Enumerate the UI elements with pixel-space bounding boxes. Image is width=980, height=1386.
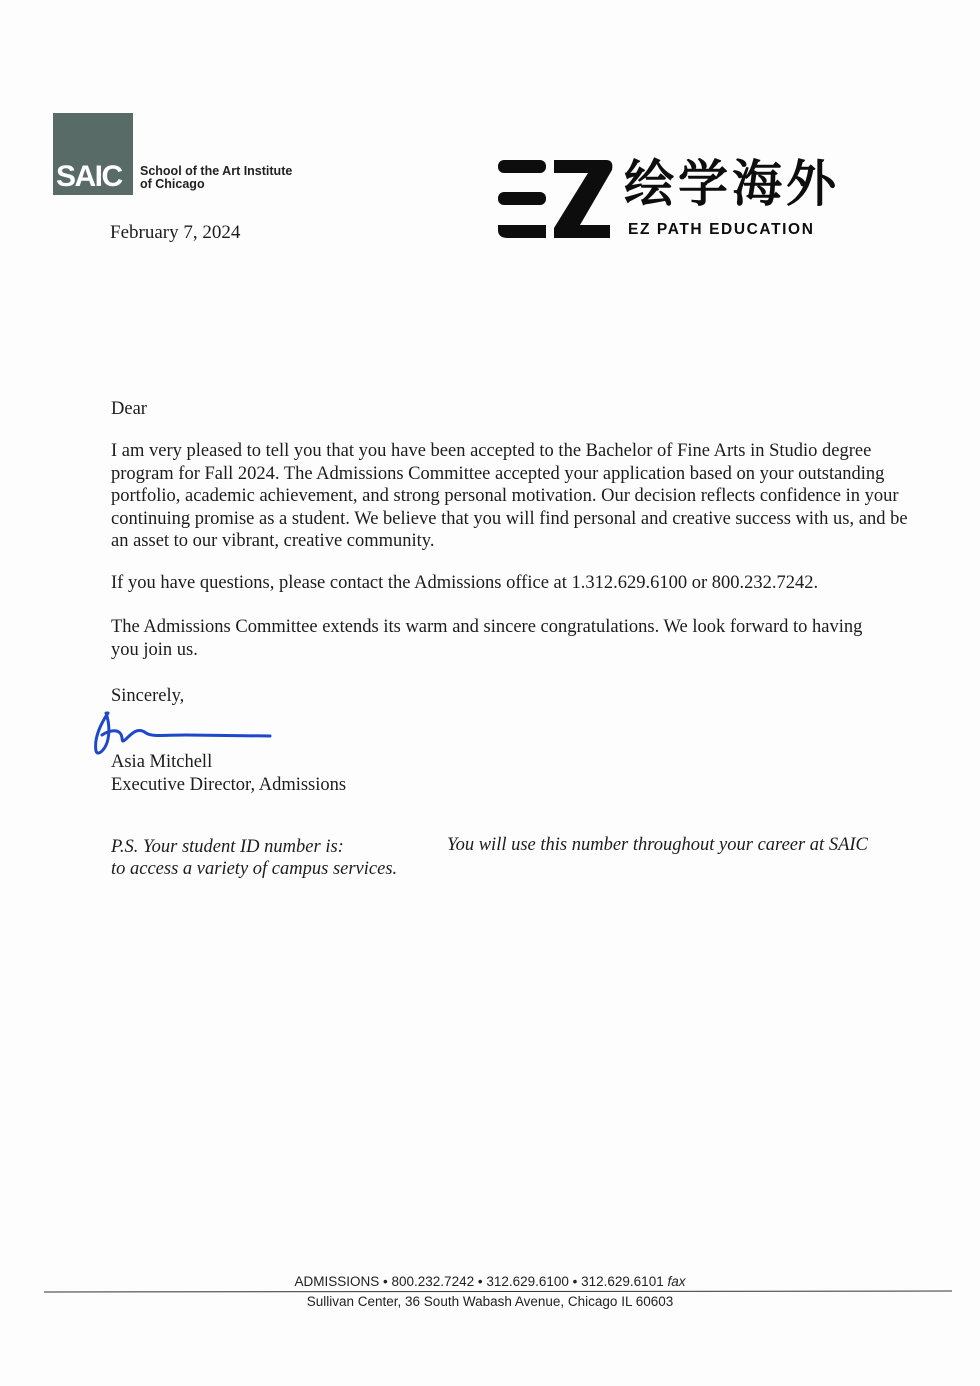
closing: Sincerely, [111,686,185,706]
letter-date: February 7, 2024 [110,222,241,243]
footer-contact [0,1274,980,1289]
institution-name-line2: of Chicago [140,177,205,191]
footer-fax-label: fax [667,1274,686,1289]
ez-logo-mark [498,158,614,240]
signer-title: Executive Director, Admissions [111,774,347,795]
footer-address: Sullivan Center, 36 South Wabash Avenue, Chicago IL 60603 [306,1294,674,1309]
ps-student-id: P.S. Your student ID number is: [111,837,344,857]
body-paragraph-1: I am very pleased to tell you that you have been accepted to the Bachelor of Fine Arts in Studio degree program for Fall 2024. The Admissions Committee accepted your application based on your outstanding portfolio, academic achievement, and strong personal motivation. Our decision reflects confidence in your continuing promise as a student. We believe that you will find personal and creative success with us, and be an asset to our vibrant, creative community. [111,441,908,551]
footer-divider [44,1291,952,1293]
signer-name: Asia Mitchell [111,752,213,772]
footer-phones: ADMISSIONS • 800.232.7242 • 312.629.6100 • 312.629.6101 [294,1274,668,1289]
ez-chinese-name: 绘学海外 [624,155,840,213]
body-paragraph-3: The Admissions Committee extends its warm and sincere congratulations. We look forward to having you join us. [111,617,863,660]
ps-campus-services: to access a variety of campus services. [111,859,398,879]
saic-logo-text: SAIC [56,160,122,193]
institution-name-line1: School of the Art Institute [140,164,293,178]
body-paragraph-2: If you have questions, please contact the Admissions office at 1.312.629.6100 or 800.232.7242. [111,573,819,593]
ps-usage-note: You will use this number throughout your career at SAIC [447,835,868,855]
ez-english-name: EZ PATH EDUCATION [628,221,815,238]
signer-block [111,751,346,796]
salutation: Dear [111,399,147,419]
institution-name [140,165,292,191]
saic-logo [53,113,133,195]
